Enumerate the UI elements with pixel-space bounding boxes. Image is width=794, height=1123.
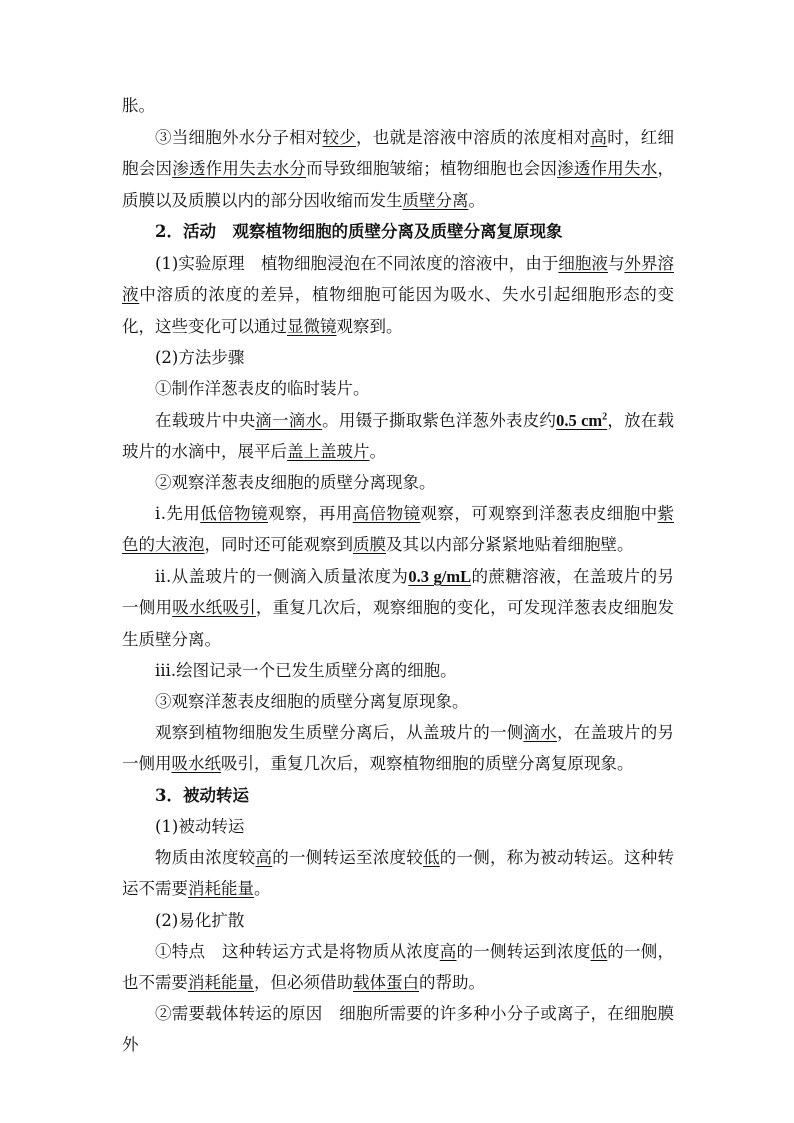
text: ⅲ.绘图记录一个已发生质壁分离的细胞。 <box>155 661 457 680</box>
text: 胀。 <box>122 96 155 115</box>
text: 观察到。 <box>336 316 403 336</box>
text: ，在盖玻片的另一侧用 <box>122 723 674 774</box>
text: 的蔗糖溶液，在盖玻片的另一侧用 <box>122 567 674 618</box>
underlined-answer: 质膜 <box>353 535 386 555</box>
section-heading-passive-transport <box>122 780 674 811</box>
text: (2)方法步骤 <box>155 348 245 367</box>
text: 的帮助。 <box>419 973 485 993</box>
paragraph-continuation <box>122 90 674 121</box>
text: 的一侧，也不需要 <box>122 942 674 993</box>
paragraph-cell-shrink <box>122 122 674 216</box>
heading-text: 3．被动转运 <box>155 786 249 805</box>
paragraph-step-3-detail <box>122 717 674 780</box>
heading-text: 2．活动 观察植物细胞的质壁分离及质壁分离复原现象 <box>155 222 563 241</box>
underlined-answer: 0.5 $cm^2$ <box>556 411 608 430</box>
underlined-answer: 吸水纸吸引 <box>172 598 256 618</box>
text: ⅰ.先用 <box>155 504 201 523</box>
underlined-answer: 较少 <box>322 128 356 147</box>
underlined-answer: 低 <box>423 848 440 867</box>
paragraph-step-2-ii <box>122 561 674 655</box>
paragraph-facilitated-title <box>122 905 674 936</box>
text: (1)实验原理 植物细胞浸泡在不同浓度的溶液中，由于 <box>155 254 559 273</box>
text: ，质膜以及质膜以内的部分因收缩而发生 <box>122 159 674 210</box>
underlined-answer: 吸水纸 <box>171 754 221 774</box>
underlined-answer: 外界溶液 <box>122 254 675 305</box>
underlined-answer: 盖上盖玻片 <box>287 442 370 462</box>
paragraph-step-2-iii <box>122 655 674 686</box>
section-heading-activity <box>122 216 674 247</box>
paragraph-step-2-i <box>122 498 674 561</box>
underlined-answer: 显微镜 <box>287 316 337 336</box>
text: 。 <box>468 190 485 210</box>
text: 而导致细胞皱缩；植物细胞也会因 <box>306 159 558 179</box>
underlined-answer: 0.3 g/mL <box>408 567 472 586</box>
underlined-answer: 低倍物镜 <box>200 504 269 523</box>
paragraph-passive-definition <box>122 842 674 905</box>
text: ③观察洋葱表皮细胞的质壁分离复原现象。 <box>155 692 469 711</box>
text: 的一侧，称为被动转运。这种转运不需要 <box>122 848 674 899</box>
text: ①制作洋葱表皮的临时装片。 <box>155 379 370 398</box>
paragraph-principle <box>122 248 674 342</box>
paragraph-facilitated-feature <box>122 936 674 999</box>
underlined-answer: 低 <box>590 942 608 961</box>
text: 的一侧转运到浓度 <box>456 942 591 961</box>
text: 及其以内部分紧紧地贴着细胞壁。 <box>386 535 634 555</box>
text: ，但必须借助 <box>254 973 353 993</box>
underlined-answer: 消耗能量 <box>188 879 254 899</box>
underlined-answer: 质壁分离 <box>402 190 469 210</box>
underlined-answer: 渗透作用失水 <box>557 159 658 179</box>
text: ②需要载体转运的原因 细胞所需要的许多种小分子或离子，在细胞膜外 <box>122 1004 674 1055</box>
text: ①特点 这种转运方式是将物质从浓度 <box>155 942 440 961</box>
text: 与 <box>607 254 625 273</box>
text: ②观察洋葱表皮细胞的质壁分离现象。 <box>155 473 436 492</box>
text: ，重复几次后，观察细胞的变化，可发现洋葱表皮细胞发生质壁分离。 <box>122 598 674 649</box>
underlined-answer: 高 <box>255 848 273 867</box>
underlined-answer: 渗透作用失去水分 <box>172 159 307 179</box>
paragraph-step-3 <box>122 686 674 717</box>
paragraph-method-title <box>122 342 674 373</box>
paragraph-step-2 <box>122 467 674 498</box>
text: 吸引，重复几次后，观察植物细胞的质壁分离复原现象。 <box>221 754 634 774</box>
underlined-answer: 高 <box>439 942 457 961</box>
text: ，同时还可能观察到 <box>204 535 353 555</box>
text: 中溶质的浓度的差异，植物细胞可能因为吸水、失水引起细胞形态的变化，这些变化可以通过 <box>122 285 675 336</box>
text: (2)易化扩散 <box>155 911 245 930</box>
text: 在载玻片中央 <box>155 411 256 430</box>
text: 。 <box>254 879 271 899</box>
underlined-answer: 高 <box>590 128 608 147</box>
text: ，也就是溶液中溶质的浓度相对 <box>356 128 591 147</box>
text: 观察到植物细胞发生质壁分离后，从盖玻片的一侧 <box>155 723 524 742</box>
underlined-answer: 滴一滴水 <box>255 411 323 430</box>
text: ③当细胞外水分子相对 <box>155 128 323 147</box>
paragraph-carrier-reason <box>122 998 674 1061</box>
text: 。用镊子撕取紫色洋葱外表皮约 <box>322 411 557 430</box>
underlined-answer: 紫色的大液泡 <box>122 504 675 555</box>
underlined-answer: 滴水 <box>523 723 557 742</box>
text: 时，红细胞会因 <box>122 128 674 179</box>
underlined-answer: 细胞液 <box>558 254 608 273</box>
text: 观察，可观察到洋葱表皮细胞中 <box>420 504 658 523</box>
text: 的一侧转运至浓度较 <box>272 848 423 867</box>
text: 物质由浓度较 <box>155 848 256 867</box>
text: 观察，再用 <box>268 504 353 523</box>
text: (1)被动转运 <box>155 817 245 836</box>
underlined-answer: 载体蛋白 <box>353 973 419 993</box>
text: ，放在载玻片的水滴中，展平后 <box>122 411 675 462</box>
text: ⅱ.从盖玻片的一侧滴入质量浓度为 <box>155 567 409 586</box>
underlined-answer: 消耗能量 <box>188 973 254 993</box>
paragraph-step-1-detail <box>122 405 674 468</box>
underlined-answer: 高倍物镜 <box>352 504 421 523</box>
paragraph-step-1 <box>122 373 674 404</box>
paragraph-passive-title <box>122 811 674 842</box>
text: 。 <box>369 442 386 462</box>
